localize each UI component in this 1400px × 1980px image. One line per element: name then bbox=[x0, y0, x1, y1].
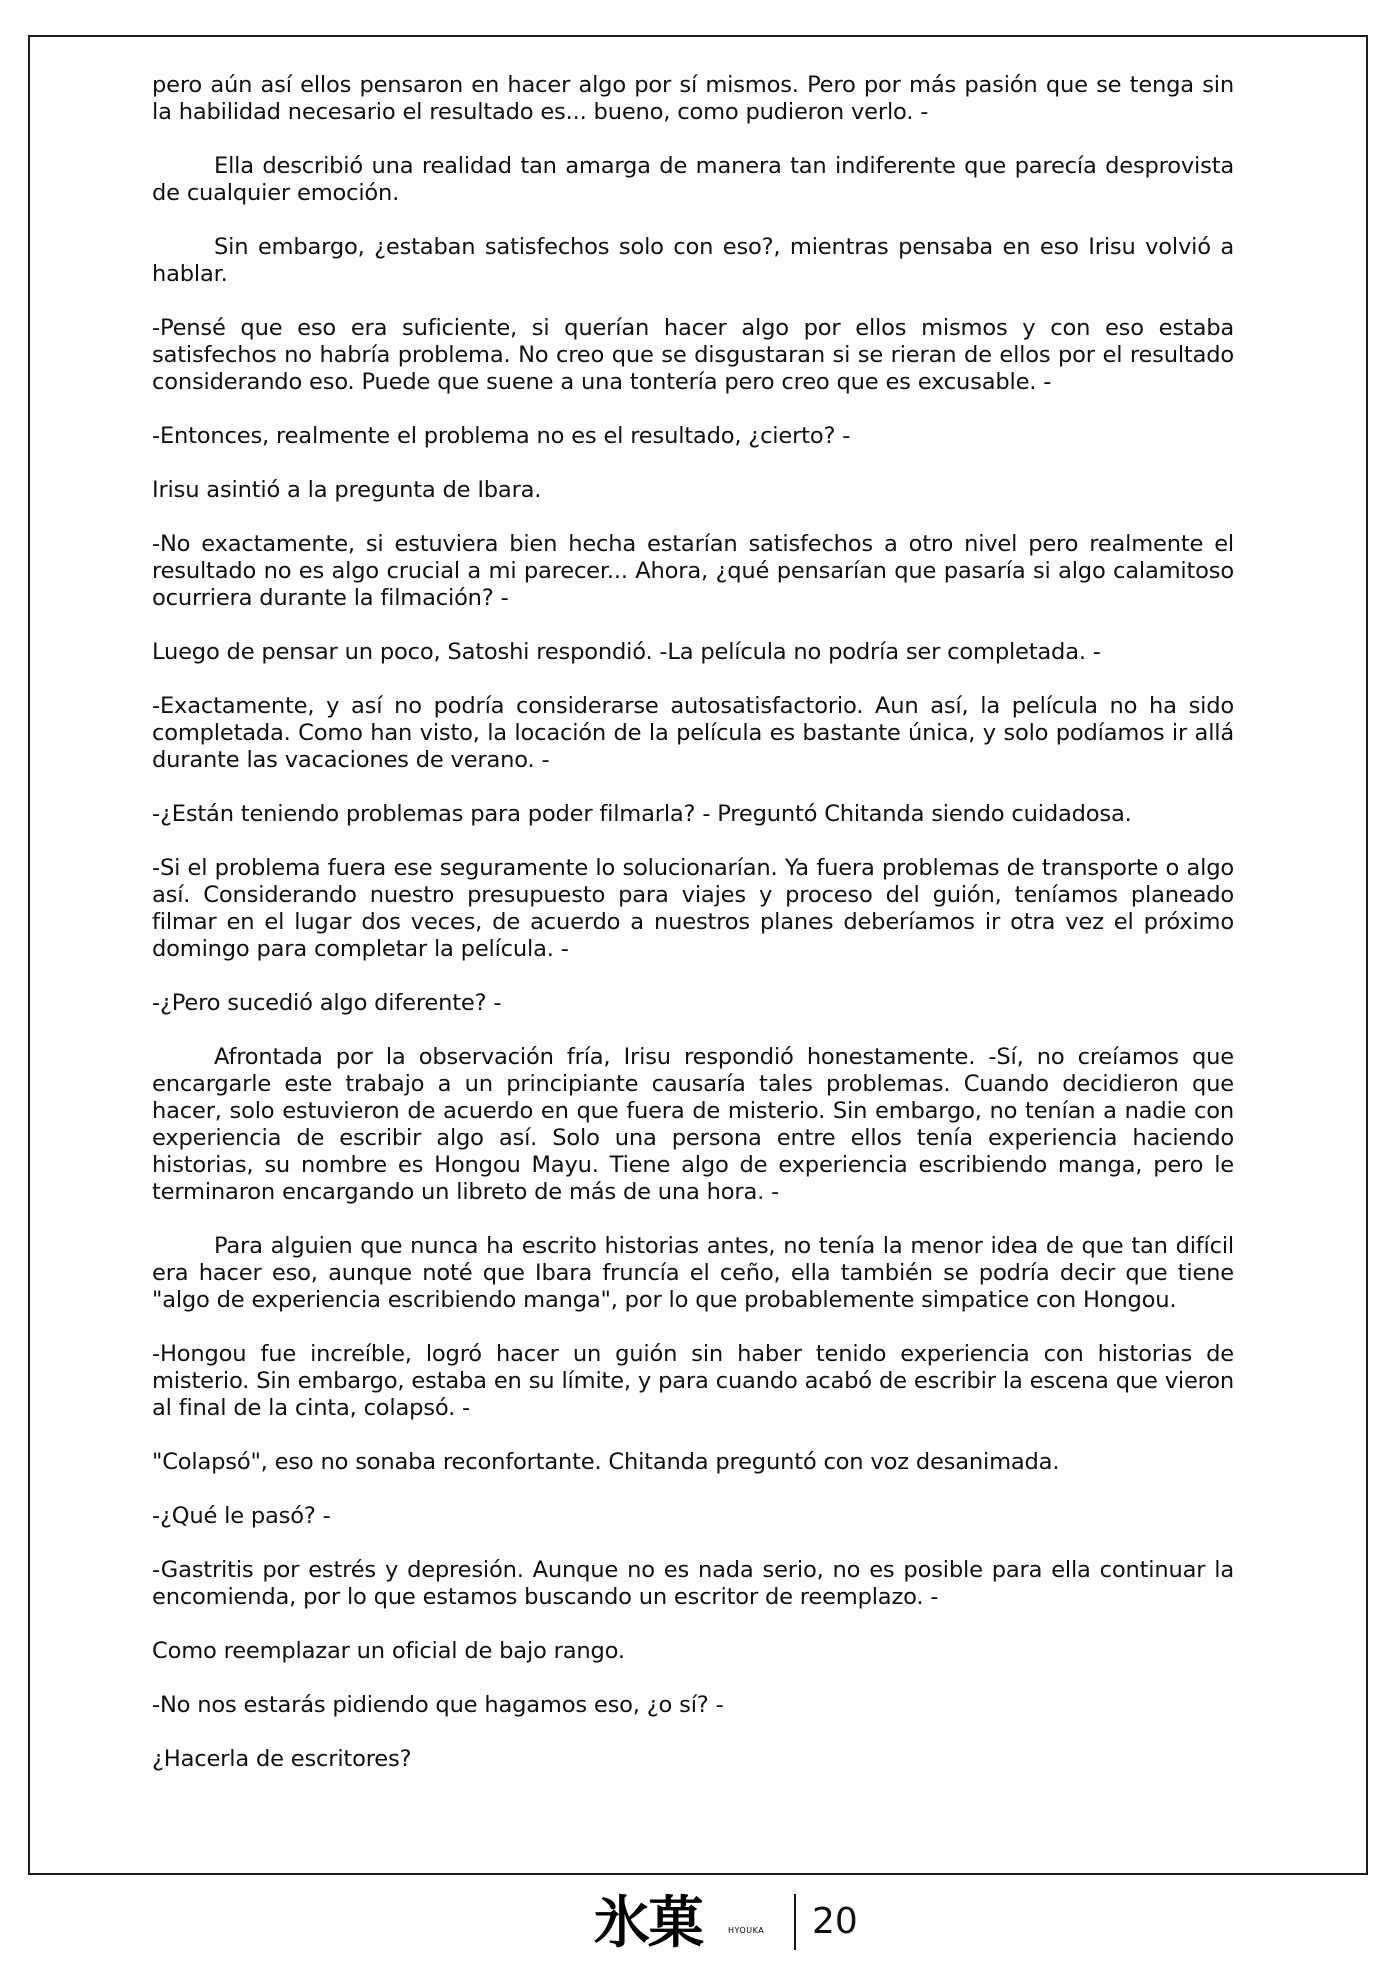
paragraph: -¿Pero sucedió algo diferente? - bbox=[152, 990, 502, 1016]
paragraph: -Exactamente, y así no podría considerarse autosatisfactorio. Aun así, la película no ha sido completada. Como han visto, la locación de la película es bastante única, y solo podíamos ir allá durante las vacaciones de verano. - bbox=[152, 693, 1234, 773]
paragraph: -Entonces, realmente el problema no es el resultado, ¿cierto? - bbox=[152, 423, 851, 449]
paragraph: Afrontada por la observación fría, Irisu respondió honestamente. -Sí, no creíamos que encargarle este trabajo a un principiante causaría tales problemas. Cuando decidieron que hacer, solo estuvieron de acuerdo en que fuera de misterio. Sin embargo, no tenían a nadie con experiencia de escribir algo así. Solo una persona entre ellos tenía experiencia haciendo historias, su nombre es Hongou Mayu. Tiene algo de experiencia escribiendo manga, pero le terminaron encargando un libreto de más de una hora. - bbox=[152, 1044, 1234, 1205]
page-body bbox=[152, 72, 1234, 1800]
paragraph: ¿Hacerla de escritores? bbox=[152, 1746, 412, 1772]
footer-divider bbox=[794, 1894, 796, 1950]
paragraph: Irisu asintió a la pregunta de Ibara. bbox=[152, 477, 542, 503]
paragraph: Ella describió una realidad tan amarga de manera tan indiferente que parecía desprovista de cualquier emoción. bbox=[152, 153, 1234, 206]
paragraph: "Colapsó", eso no sonaba reconfortante. Chitanda preguntó con voz desanimada. bbox=[152, 1449, 1060, 1475]
paragraph: -Pensé que eso era suficiente, si querían hacer algo por ellos mismos y con eso estaba satisfechos no habría problema. No creo que se disgustaran si se rieran de ellos por el resultado considerando eso. Puede que suene a una tontería pero creo que es excusable. - bbox=[152, 315, 1234, 395]
logo-romaji: HYOUKA bbox=[728, 1926, 765, 1935]
paragraph: Sin embargo, ¿estaban satisfechos solo con eso?, mientras pensaba en eso Irisu volvió a hablar. bbox=[152, 234, 1234, 287]
paragraph: Luego de pensar un poco, Satoshi respondió. -La película no podría ser completada. - bbox=[152, 639, 1101, 665]
hyouka-logo bbox=[594, 1890, 765, 1956]
paragraph: pero aún así ellos pensaron en hacer algo por sí mismos. Pero por más pasión que se tenga sin la habilidad necesario el resultado es... bueno, como pudieron verlo. - bbox=[152, 72, 1234, 125]
paragraph: -Si el problema fuera ese seguramente lo solucionarían. Ya fuera problemas de transporte o algo así. Considerando nuestro presupuesto para viajes y proceso del guión, teníamos planeado filmar en el lugar dos veces, de acuerdo a nuestros planes deberíamos ir otra vez el próximo domingo para completar la película. - bbox=[152, 855, 1234, 962]
logo-kanji: 氷菓 bbox=[594, 1890, 702, 1956]
page-footer bbox=[0, 1888, 1400, 1960]
paragraph: -¿Qué le pasó? - bbox=[152, 1503, 331, 1529]
paragraph: -Gastritis por estrés y depresión. Aunque no es nada serio, no es posible para ella continuar la encomienda, por lo que estamos buscando un escritor de reemplazo. - bbox=[152, 1557, 1234, 1610]
page-number: 20 bbox=[812, 1901, 858, 1942]
paragraph: -No exactamente, si estuviera bien hecha estarían satisfechos a otro nivel pero realmente el resultado no es algo crucial a mi parecer... Ahora, ¿qué pensarían que pasaría si algo calamitoso ocurriera durante la filmación? - bbox=[152, 531, 1234, 611]
paragraph: -¿Están teniendo problemas para poder filmarla? - Preguntó Chitanda siendo cuidadosa. bbox=[152, 801, 1132, 827]
paragraph: -No nos estarás pidiendo que hagamos eso, ¿o sí? - bbox=[152, 1692, 724, 1718]
paragraph: Para alguien que nunca ha escrito historias antes, no tenía la menor idea de que tan difícil era hacer eso, aunque noté que Ibara fruncía el ceño, ella también se podría decir que tiene "algo de experiencia escribiendo manga", por lo que probablemente simpatice con Hongou. bbox=[152, 1233, 1234, 1313]
paragraph: -Hongou fue increíble, logró hacer un guión sin haber tenido experiencia con historias de misterio. Sin embargo, estaba en su límite, y para cuando acabó de escribir la escena que vieron al final de la cinta, colapsó. - bbox=[152, 1341, 1234, 1421]
paragraph: Como reemplazar un oficial de bajo rango. bbox=[152, 1638, 625, 1664]
